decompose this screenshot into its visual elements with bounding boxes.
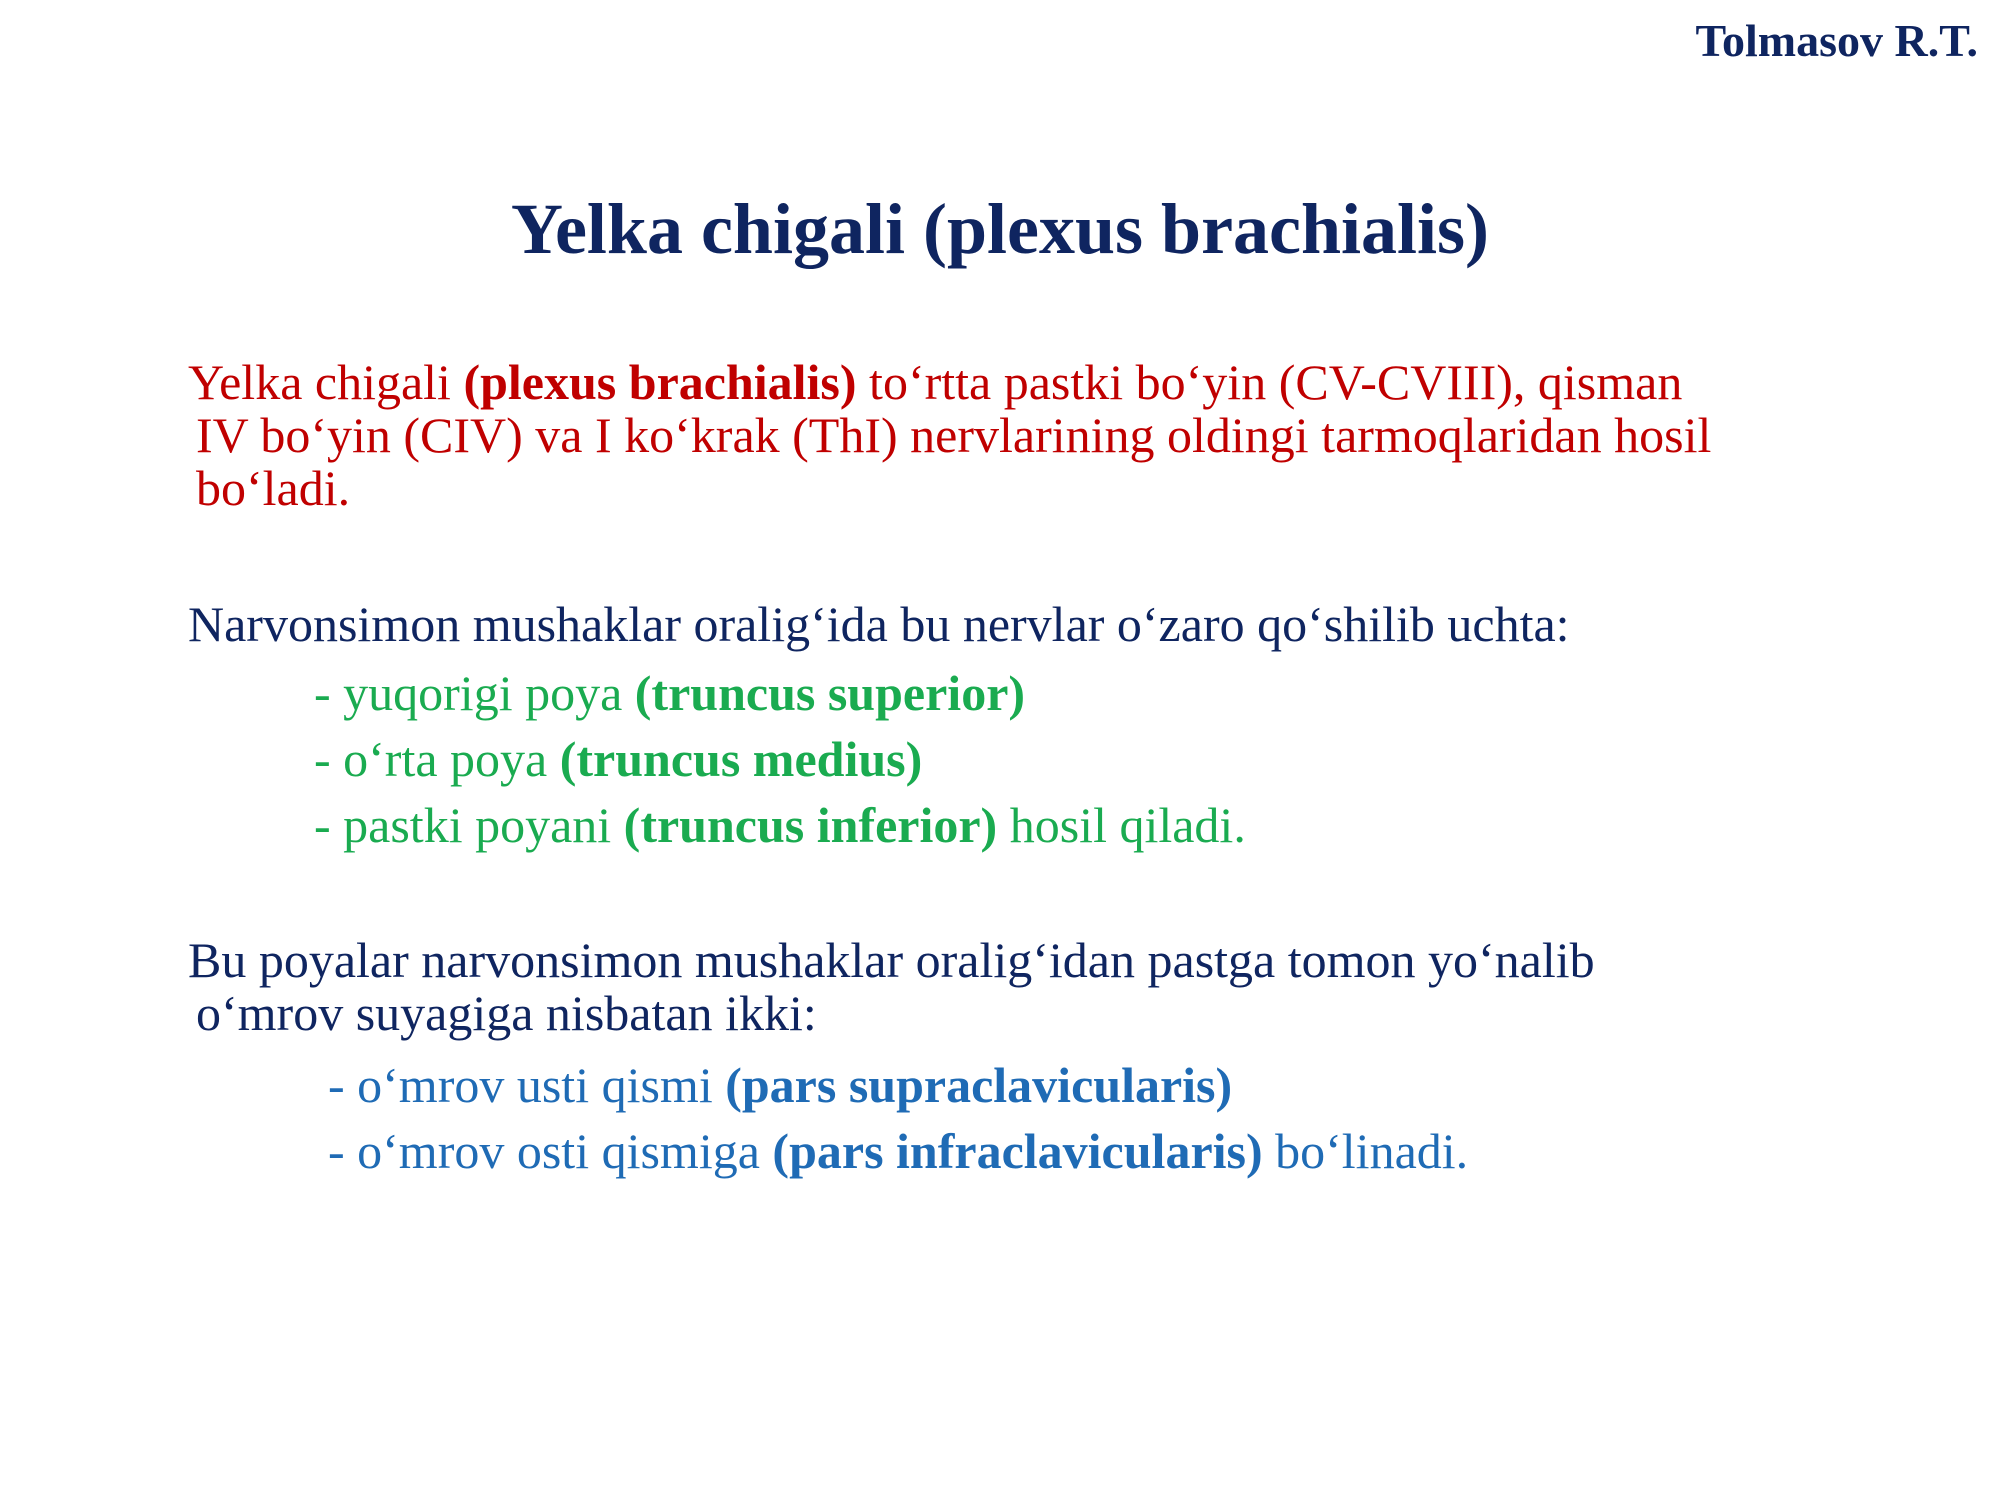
trunk-item-text: - yuqorigi poya bbox=[314, 665, 635, 721]
list-item bbox=[328, 1052, 1468, 1118]
trunk-intro-paragraph bbox=[188, 598, 1898, 651]
trunk-item-latin: (truncus superior) bbox=[634, 665, 1026, 721]
intro-latin-term: (plexus brachialis) bbox=[463, 354, 857, 410]
part-item-text: - o‘mrov osti qismiga bbox=[328, 1123, 773, 1179]
trunk-item-suffix: hosil qiladi. bbox=[997, 797, 1246, 853]
trunk-item-latin: (truncus inferior) bbox=[623, 797, 998, 853]
list-item bbox=[314, 726, 1246, 792]
trunk-item-text: - o‘rta poya bbox=[314, 731, 560, 787]
parts-list bbox=[328, 1052, 1468, 1184]
part-item-latin: (pars supraclavicularis) bbox=[725, 1057, 1233, 1113]
part-item-text: - o‘mrov usti qismi bbox=[328, 1057, 726, 1113]
slide-title: Yelka chigali (plexus brachialis) bbox=[510, 189, 1490, 269]
list-item bbox=[314, 792, 1246, 858]
parts-intro-line-2: o‘mrov suyagiga nisbatan ikki: bbox=[196, 985, 817, 1041]
trunk-item-latin: (truncus medius) bbox=[559, 731, 923, 787]
trunk-item-text: - pastki poyani bbox=[314, 797, 624, 853]
list-item bbox=[328, 1118, 1468, 1184]
intro-line-3: bo‘ladi. bbox=[196, 460, 351, 516]
parts-intro-line-1: Bu poyalar narvonsimon mushaklar oralig‘idan pastga tomon yo‘nalib bbox=[188, 932, 1595, 988]
intro-line-2: IV bo‘yin (CIV) va I ko‘krak (ThI) nervlarining oldingi tarmoqlaridan hosil bbox=[196, 407, 1712, 463]
intro-text-start: Yelka chigali bbox=[188, 354, 464, 410]
author-name: Tolmasov R.T. bbox=[1695, 15, 1978, 66]
list-item bbox=[314, 660, 1246, 726]
intro-paragraph bbox=[188, 356, 1898, 515]
intro-line-1 bbox=[188, 356, 1898, 409]
part-item-suffix: bo‘linadi. bbox=[1262, 1123, 1469, 1179]
trunk-intro-text: Narvonsimon mushaklar oralig‘ida bu nervlar o‘zaro qo‘shilib uchta: bbox=[188, 596, 1570, 652]
intro-text-end: to‘rtta pastki bo‘yin (CV-CVIII), qisman bbox=[856, 354, 1683, 410]
parts-intro-paragraph bbox=[188, 934, 1898, 1040]
trunk-list bbox=[314, 660, 1246, 858]
part-item-latin: (pars infraclavicularis) bbox=[772, 1123, 1263, 1179]
